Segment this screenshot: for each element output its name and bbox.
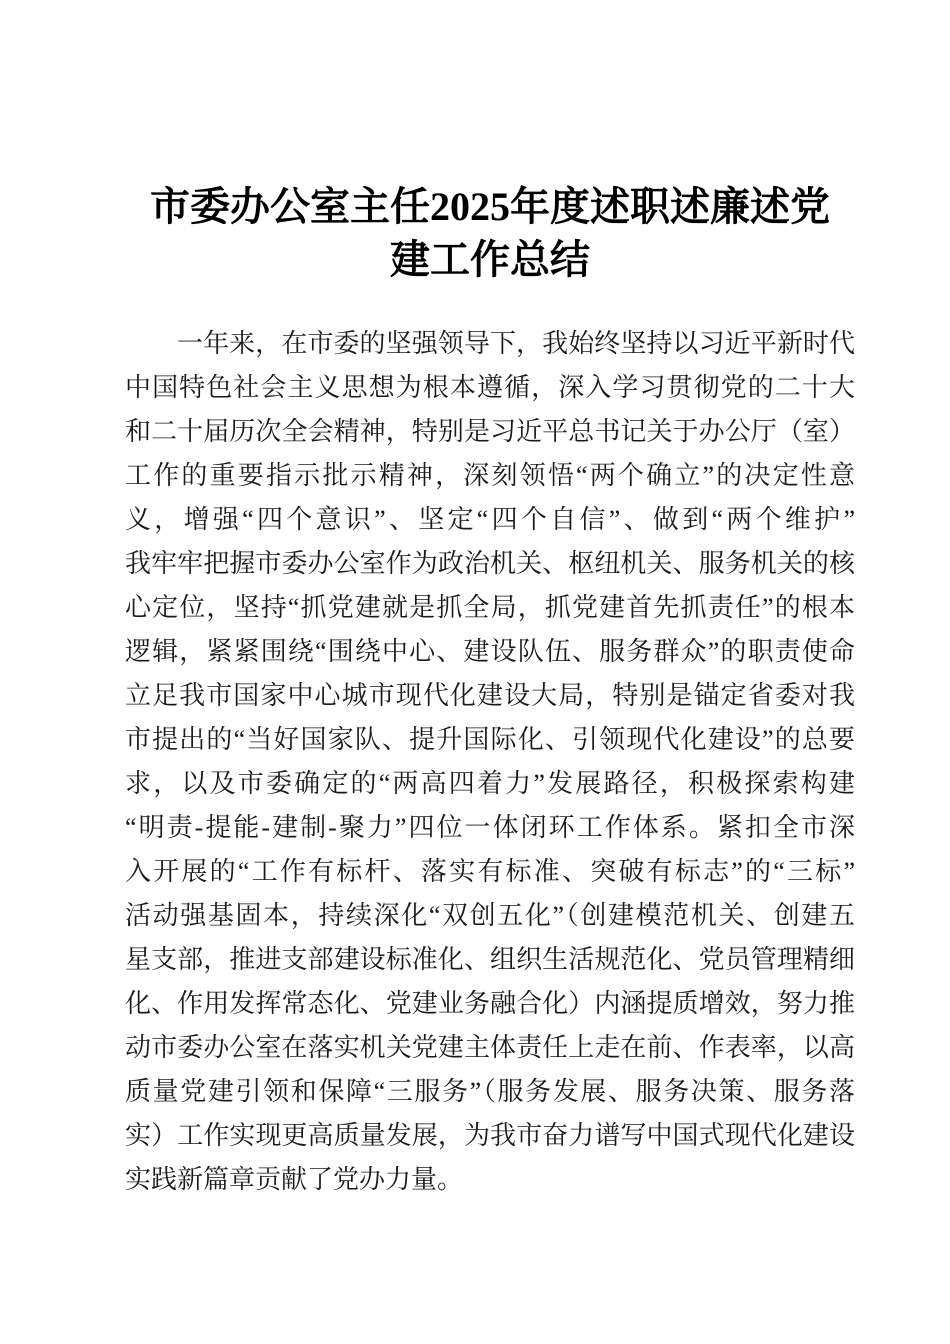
paragraph-line: 我牢牢把握市委办公室作为政治机关、枢纽机关、服务机关的核 [125,549,855,578]
paragraph-line: 中国特色社会主义思想为根本遵循，深入学习贯彻党的二十大 [125,373,855,402]
title-line-2: 建工作总结 [390,237,590,282]
paragraph-line: 活动强基固本，持续深化“双创五化”（创建模范机关、创建五 [125,901,855,930]
paragraph-line: “明责-提能-建制-聚力”四位一体闭环工作体系。紧扣全市深 [125,813,855,842]
paragraph-line: 市提出的“当好国家队、提升国际化、引领现代化建设”的总要 [125,725,855,754]
title-line-1: 市委办公室主任2025年度述职述廉述党 [150,184,830,229]
paragraph-line: 立足我市国家中心城市现代化建设大局，特别是锚定省委对我 [125,681,855,710]
paragraph-line: 义，增强“四个意识”、坚定“四个自信”、做到“两个维护” [125,505,855,534]
paragraph-line: 求，以及市委确定的“两高四着力”发展路径，积极探索构建 [125,769,855,798]
paragraph-line: 实）工作实现更高质量发展，为我市奋力谱写中国式现代化建设 [125,1121,855,1150]
paragraph-line: 一年来，在市委的坚强领导下，我始终坚持以习近平新时代 [177,329,855,358]
paragraph-line: 心定位，坚持“抓党建就是抓全局，抓党建首先抓责任”的根本 [125,593,855,622]
document-title [125,180,855,286]
paragraph-line: 实践新篇章贡献了党办力量。 [125,1165,464,1194]
paragraph-line: 动市委办公室在落实机关党建主体责任上走在前、作表率，以高 [125,1033,855,1062]
paragraph-line: 工作的重要指示批示精神，深刻领悟“两个确立”的决定性意 [125,461,855,490]
paragraph-line: 入开展的“工作有标杆、落实有标准、突破有标志”的“三标” [125,857,855,886]
paragraph-line: 逻辑，紧紧围绕“围绕中心、建设队伍、服务群众”的职责使命 [125,637,855,666]
paragraph-line: 质量党建引领和保障“三服务”（服务发展、服务决策、服务落 [125,1077,855,1106]
paragraph-line: 和二十届历次全会精神，特别是习近平总书记关于办公厅（室） [125,417,855,446]
document-paragraph [125,322,855,1202]
paragraph-line: 化、作用发挥常态化、党建业务融合化）内涵提质增效，努力推 [125,989,855,1018]
paragraph-line: 星支部，推进支部建设标准化、组织生活规范化、党员管理精细 [125,945,855,974]
